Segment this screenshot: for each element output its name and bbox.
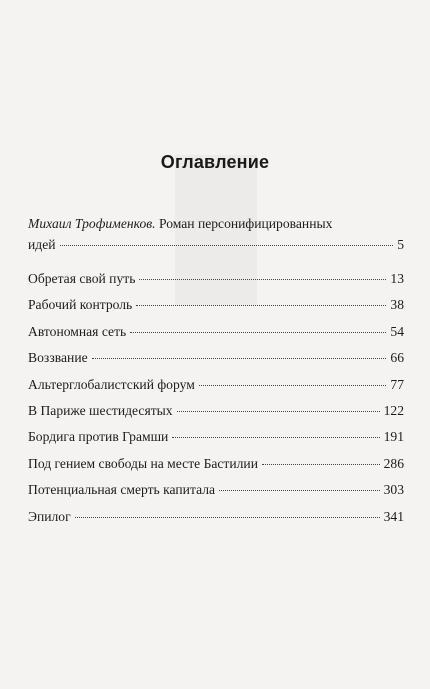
leader-dots: [60, 245, 394, 246]
toc-entry-page: 286: [383, 455, 404, 471]
toc-entry[interactable]: [28, 427, 404, 447]
toc-entry-page: 77: [390, 376, 404, 392]
toc-title: Оглавление: [160, 152, 270, 172]
toc-entry-page: 54: [390, 323, 404, 339]
leader-dots: [92, 358, 387, 359]
leader-dots: [136, 305, 386, 306]
toc-entry-page: 13: [390, 271, 404, 286]
toc-entry[interactable]: [28, 507, 404, 527]
intro-author: Михаил Трофименков.: [28, 216, 156, 231]
toc-entry-title: Альтерглобалистский форум: [28, 376, 195, 392]
toc-entry-page: 38: [390, 297, 404, 313]
toc-entry[interactable]: [28, 348, 404, 368]
toc-entry[interactable]: [28, 401, 404, 421]
toc-entry-page: 122: [383, 402, 404, 418]
toc-entry[interactable]: [28, 295, 404, 315]
intro-title-line2: идей: [28, 237, 56, 252]
toc-entry-title: Под гением свободы на месте Бастилии: [28, 455, 258, 471]
leader-dots: [219, 490, 380, 491]
leader-dots: [75, 517, 380, 518]
toc-entry[interactable]: [28, 322, 404, 342]
toc-entry-title: Рабочий контроль: [28, 297, 133, 313]
toc-entry-page: 341: [383, 508, 404, 524]
leader-dots: [130, 332, 386, 333]
toc-entry-title: Обретая свой путь: [28, 271, 136, 286]
leader-dots: [262, 464, 380, 465]
leader-dots: [177, 411, 380, 412]
toc-entry-title: Бордига против Грамши: [28, 429, 169, 445]
toc-entry-title: Потенциальная смерть капитала: [28, 482, 216, 498]
leader-dots: [199, 385, 387, 386]
toc-entry-page: 303: [383, 482, 404, 498]
toc-entry[interactable]: [28, 375, 404, 395]
toc-entry-title: Автономная сеть: [28, 323, 127, 339]
intro-page: 5: [397, 237, 404, 252]
toc-entry[interactable]: [28, 454, 404, 474]
leader-dots: [139, 279, 386, 280]
toc-entry-title: В Париже шестидесятых: [28, 402, 173, 418]
toc-entry-intro[interactable]: [28, 214, 404, 255]
table-of-contents: [28, 214, 404, 533]
toc-entry-page: 66: [390, 350, 404, 366]
toc-entry[interactable]: [28, 480, 404, 500]
toc-entry-title: Воззвание: [28, 350, 88, 366]
toc-entry[interactable]: [28, 269, 404, 289]
toc-entries: [28, 269, 404, 527]
leader-dots: [172, 437, 379, 438]
toc-entry-page: 191: [383, 429, 404, 445]
toc-entry-title: Эпилог: [28, 508, 71, 524]
intro-title-line1: Роман персонифицированных: [158, 216, 333, 231]
